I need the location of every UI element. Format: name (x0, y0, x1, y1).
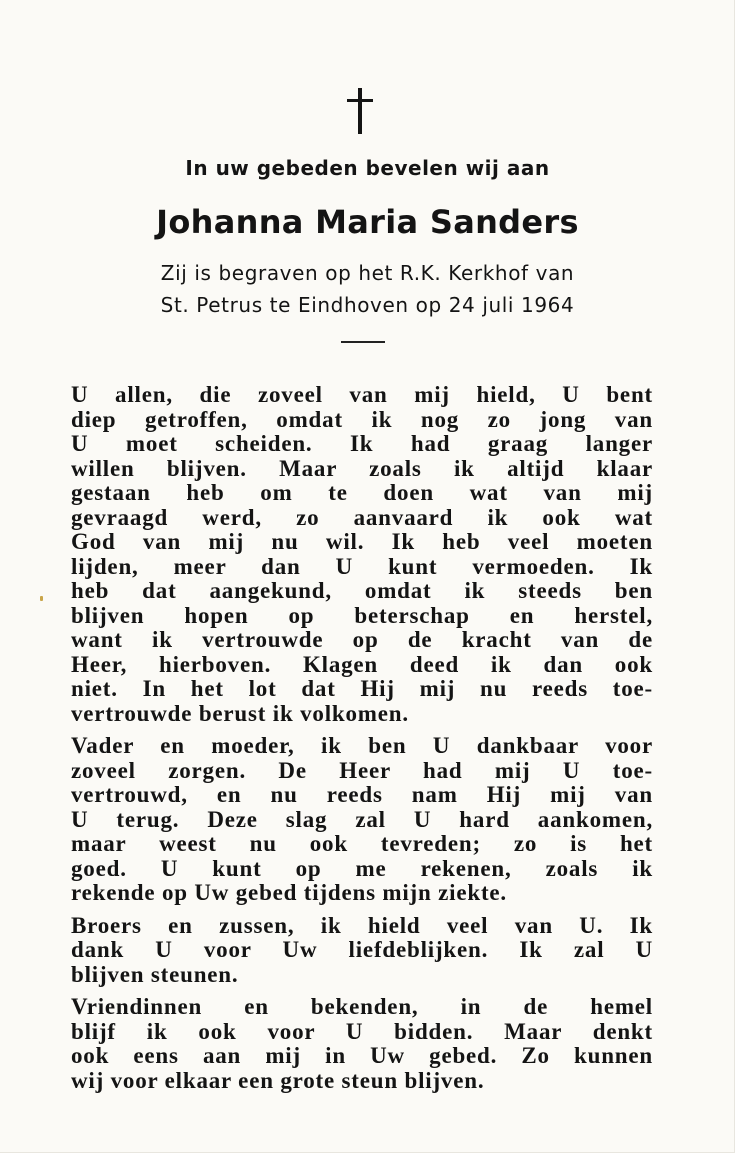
paragraph (71, 734, 653, 906)
text-line: U terug. Deze slag zal U hard aankomen, (71, 806, 653, 832)
text-line: dank U voor Uw liefdeblijken. Ik zal U (71, 937, 653, 962)
burial-line-2: St. Petrus te Eindhoven op 24 juli 1964 (160, 293, 575, 317)
text-line: vertrouwde berust ik volkomen. (71, 700, 409, 726)
text-line: lijden, meer dan U kunt vermoeden. Ik (71, 553, 653, 579)
paragraph (71, 914, 653, 988)
text-line: rekende op Uw gebed tijdens mijn ziekte. (71, 880, 507, 905)
text-line: blijf ik ook voor U bidden. Maar denkt (71, 1018, 653, 1044)
memorial-text (71, 383, 653, 1093)
text-line: gestaan heb om te doen wat van mij (71, 480, 653, 505)
burial-line-1: Zij is begraven op het R.K. Kerkhof van (160, 261, 575, 285)
text-line: wij voor elkaar een grote steun blijven. (71, 1067, 485, 1093)
text-line: diep getroffen, omdat ik nog zo jong van (71, 406, 653, 432)
text-line: willen blijven. Maar zoals ik altijd klaar (71, 455, 653, 481)
text-line: U allen, die zoveel van mij hield, U bent (71, 382, 653, 407)
text-line: want ik vertrouwde op de kracht van de (71, 627, 653, 652)
text-line: gevraagd werd, zo aanvaard ik ook wat (71, 504, 653, 530)
intro-line: In uw gebeden bevelen wij aan (185, 156, 550, 180)
text-line: ook eens aan mij in Uw gebed. Zo kunnen (71, 1043, 653, 1068)
text-line: maar weest nu ook tevreden; zo is het (71, 831, 653, 856)
text-line: blijven hopen op beterschap en herstel, (71, 602, 653, 628)
paper-speck (40, 596, 43, 601)
text-line: Vader en moeder, ik ben U dankbaar voor (71, 733, 653, 758)
text-line: vertrouwd, en nu reeds nam Hij mij van (71, 782, 653, 807)
text-line: U moet scheiden. Ik had graag langer (71, 431, 653, 456)
text-line: goed. U kunt op me rekenen, zoals ik (71, 855, 653, 881)
divider-rule (341, 341, 385, 343)
paragraph (71, 995, 653, 1093)
text-line: blijven steunen. (71, 961, 239, 987)
text-line: Heer, hierboven. Klagen deed ik dan ook (71, 651, 653, 677)
cross-icon (338, 88, 382, 134)
text-line: Vriendinnen en bekenden, in de hemel (71, 994, 653, 1019)
text-line: zoveel zorgen. De Heer had mij U toe- (71, 757, 653, 783)
text-line: heb dat aangekund, omdat ik steeds ben (71, 578, 653, 603)
text-line: God van mij nu wil. Ik heb veel moeten (71, 529, 653, 554)
deceased-name: Johanna Maria Sanders (156, 203, 579, 241)
text-line: niet. In het lot dat Hij mij nu reeds toe- (71, 676, 653, 701)
text-line: Broers en zussen, ik hield veel van U. Ik (71, 912, 653, 938)
paragraph (71, 383, 653, 726)
